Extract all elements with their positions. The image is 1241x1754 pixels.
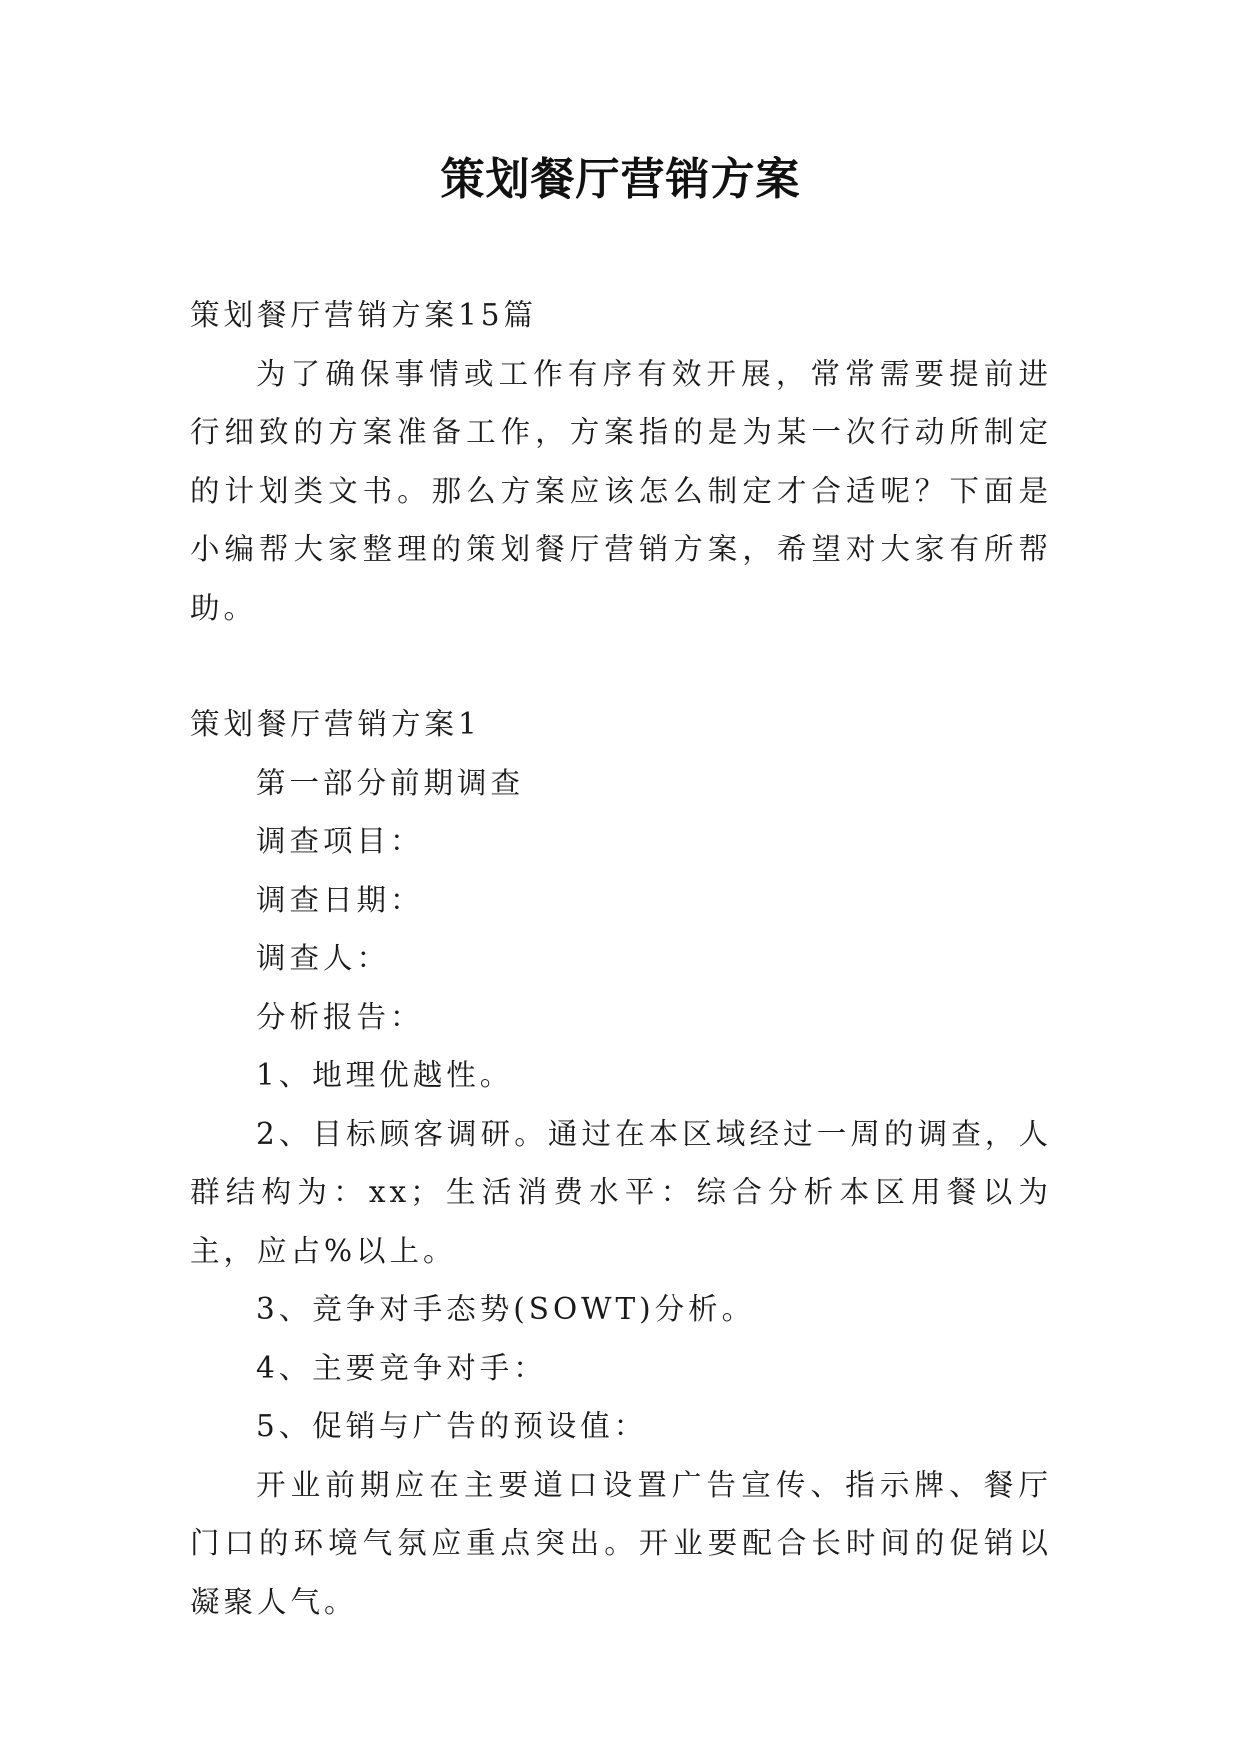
section-heading: 策划餐厅营销方案1 (190, 707, 481, 741)
paragraph-survey-date: 调查日期： (256, 882, 424, 917)
paragraph-main-competitors: 4、主要竞争对手： (256, 1350, 547, 1385)
collection-heading: 策划餐厅营销方案15篇 (190, 298, 538, 332)
paragraph-location-advantage: 1、地理优越性。 (256, 1058, 514, 1092)
paragraph-competitor-swot: 3、竞争对手态势(SOWT)分析。 (256, 1292, 756, 1326)
paragraph-surveyor: 调查人： (256, 941, 391, 975)
document-title: 策划餐厅营销方案 (440, 154, 801, 205)
paragraph-part-one-title: 第一部分前期调查 (256, 765, 525, 800)
paragraph-target-customer-survey: 2、目标顾客调研。通过在本区域经过一周的调查，人群结构为：xx；生活消费水平：综合分析本区用餐以为主，应占%以上。 (190, 1116, 1052, 1268)
intro-paragraph: 为了确保事情或工作有序有效开展，常常需要提前进行细致的方案准备工作，方案指的是为某一次行动所制定的计划类文书。那么方案应该怎么制定才合适呢？下面是小编帮大家整理的策划餐厅营销方案，希望对大家有所帮助。 (190, 356, 1052, 625)
paragraph-promotion-presets: 5、促销与广告的预设值： (256, 1409, 648, 1443)
paragraph-analysis-report: 分析报告： (256, 999, 424, 1034)
paragraph-opening-advertising: 开业前期应在主要道口设置广告宣传、指示牌、餐厅门口的环境气氛应重点突出。开业要配合长时间的促销以凝聚人气。 (190, 1467, 1052, 1619)
section-spacer (190, 637, 1052, 695)
document-body (190, 286, 1052, 1631)
paragraph-survey-item: 调查项目： (256, 824, 424, 858)
